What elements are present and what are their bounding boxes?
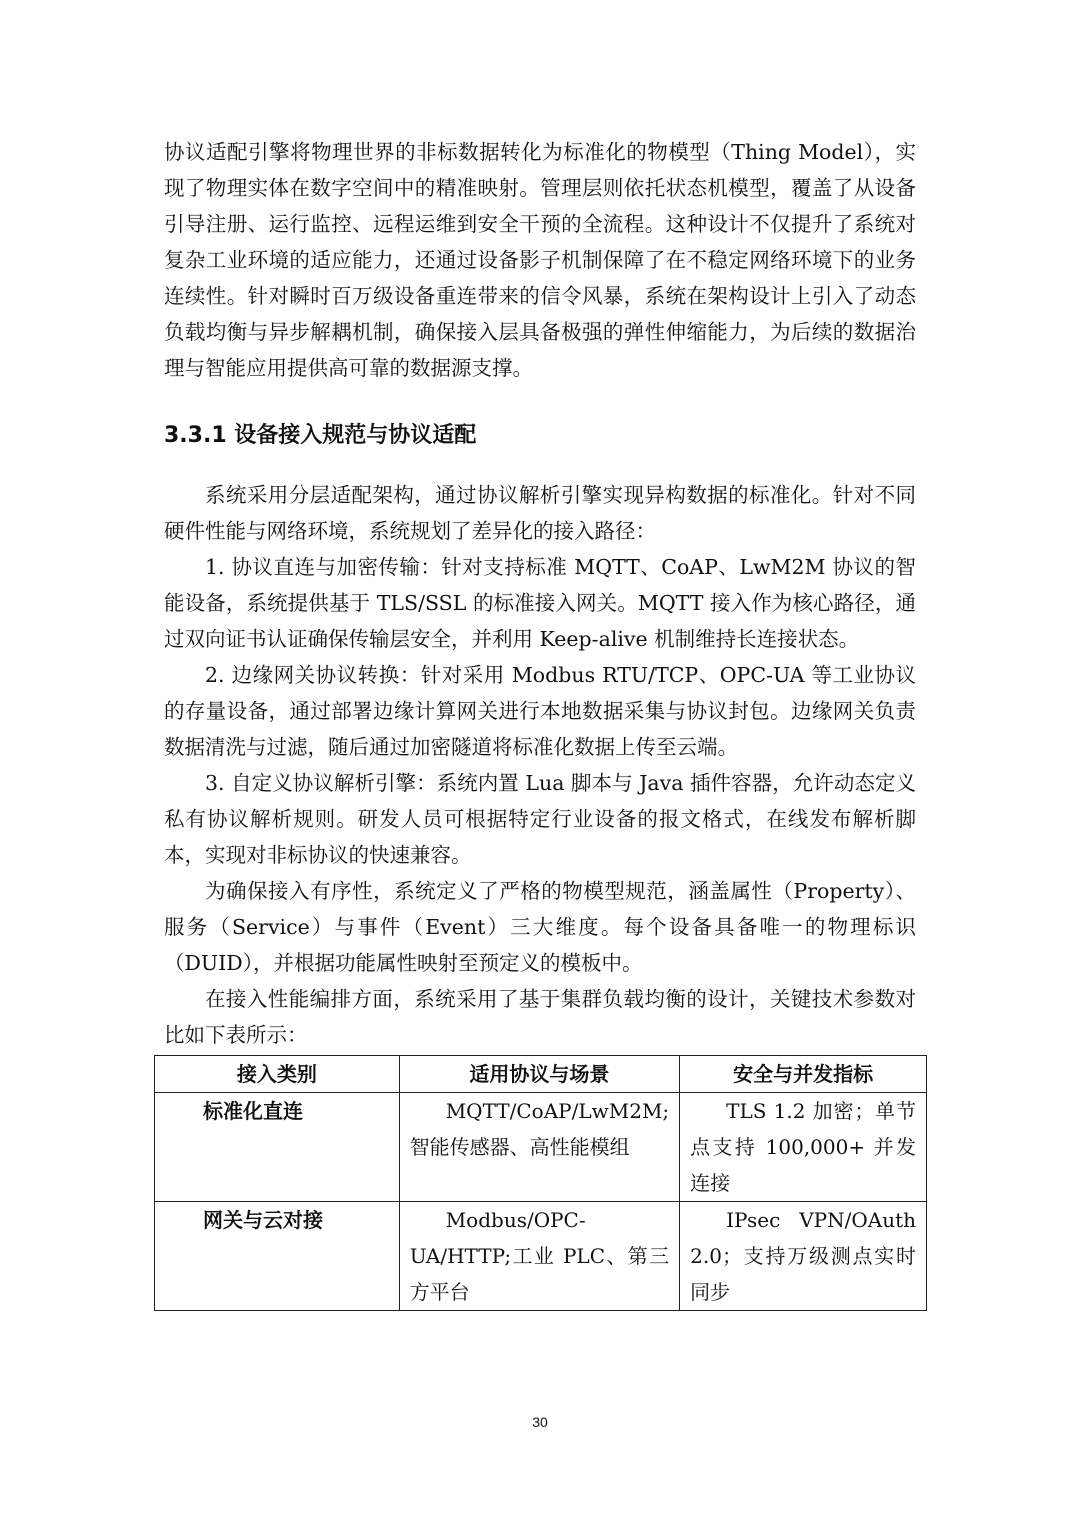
table-cell-protocols: MQTT/CoAP/LwM2M;智能传感器、高性能模组: [399, 1093, 679, 1202]
table-cell-protocols: Modbus/OPC-UA/HTTP;工业 PLC、第三方平台: [399, 1202, 679, 1311]
table-cell-metrics: TLS 1.2 加密；单节点支持 100,000+ 并发连接: [680, 1093, 927, 1202]
page-number: 30: [532, 1414, 548, 1430]
table-header-row: [155, 1056, 927, 1093]
access-spec-table: [154, 1055, 927, 1311]
table-header: 适用协议与场景: [399, 1056, 679, 1093]
table-header: 接入类别: [155, 1056, 400, 1093]
table-cell-category: 网关与云对接: [155, 1202, 400, 1311]
table-header: 安全与并发指标: [680, 1056, 927, 1093]
intro-paragraph: 协议适配引擎将物理世界的非标数据转化为标准化的物模型（Thing Model），实现了物理实体在数字空间中的精准映射。管理层则依托状态机模型，覆盖了从设备引导注册、运行监控、远程运维到安全干预的全流程。这种设计不仅提升了系统对复杂工业环境的适应能力，还通过设备影子机制保障了在不稳定网络环境下的业务连续性。针对瞬时百万级设备重连带来的信令风暴，系统在架构设计上引入了动态负载均衡与异步解耦机制，确保接入层具备极强的弹性伸缩能力，为后续的数据治理与智能应用提供高可靠的数据源支撑。: [164, 140, 916, 380]
table-row: [155, 1093, 927, 1202]
table-row: [155, 1202, 927, 1311]
list-item-custom-parser: 3. 自定义协议解析引擎：系统内置 Lua 脚本与 Java 插件容器，允许动态定义私有协议解析规则。研发人员可根据特定行业设备的报文格式，在线发布解析脚本，实现对非标协议的快速兼容。: [164, 771, 916, 867]
list-item-edge-gateway: 2. 边缘网关协议转换：针对采用 Modbus RTU/TCP、OPC-UA 等工业协议的存量设备，通过部署边缘计算网关进行本地数据采集与协议封包。边缘网关负责数据清洗与过滤，随后通过加密隧道将标准化数据上传至云端。: [164, 663, 916, 759]
thing-model-paragraph: 为确保接入有序性，系统定义了严格的物模型规范，涵盖属性（Property）、服务（Service）与事件（Event）三大维度。每个设备具备唯一的物理标识（DUID），并根据功能属性映射至预定义的模板中。: [164, 879, 916, 975]
architecture-paragraph: 系统采用分层适配架构，通过协议解析引擎实现异构数据的标准化。针对不同硬件性能与网络环境，系统规划了差异化的接入路径：: [164, 483, 916, 543]
table-cell-metrics: IPsec VPN/OAuth 2.0；支持万级测点实时同步: [680, 1202, 927, 1311]
performance-paragraph: 在接入性能编排方面，系统采用了基于集群负载均衡的设计，关键技术参数对比如下表所示：: [164, 987, 916, 1047]
table-cell-category: 标准化直连: [155, 1093, 400, 1202]
section-heading: 3.3.1 设备接入规范与协议适配: [164, 423, 477, 448]
list-item-protocol-direct: 1. 协议直连与加密传输：针对支持标准 MQTT、CoAP、LwM2M 协议的智能设备，系统提供基于 TLS/SSL 的标准接入网关。MQTT 接入作为核心路径，通过双向证书认证确保传输层安全，并利用 Keep-alive 机制维持长连接状态。: [164, 555, 916, 651]
